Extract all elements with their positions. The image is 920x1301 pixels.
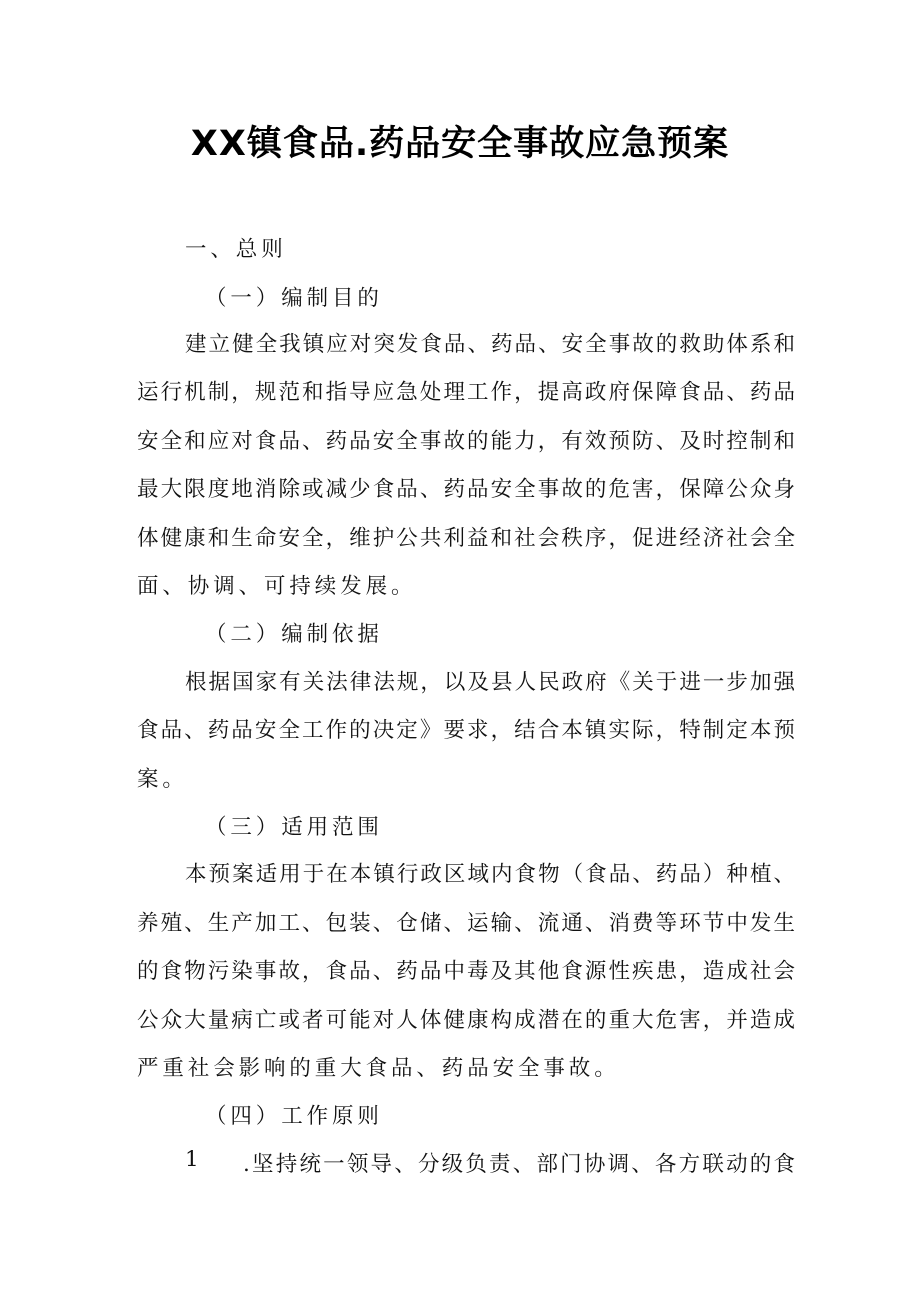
- subheading-basis: （二）编制依据: [205, 622, 383, 647]
- page-title: XX镇食品.药品安全事故应急预案: [190, 124, 730, 164]
- paragraph-line: 案。: [137, 767, 188, 792]
- paragraph-line: 食品、药品安全工作的决定》要求，结合本镇实际，特制定本预: [137, 718, 797, 743]
- paragraph-line: 本预案适用于在本镇行政区域内食物（食品、药品）种植、: [185, 862, 797, 887]
- paragraph-line: 的食物污染事故，食品、药品中毒及其他食源性疾患，造成社会: [137, 959, 797, 984]
- list-item-text: .坚持统一领导、分级负责、部门协调、各方联动的食: [243, 1152, 797, 1177]
- paragraph-line: 面、协调、可持续发展。: [137, 574, 417, 599]
- list-item-number: 1: [185, 1147, 203, 1172]
- paragraph-line: 建立健全我镇应对突发食品、药品、安全事故的救助体系和: [185, 332, 797, 357]
- subheading-principles: （四）工作原则: [205, 1104, 383, 1129]
- subheading-purpose: （一）编制目的: [205, 286, 383, 311]
- paragraph-line: 安全和应对食品、药品安全事故的能力，有效预防、及时控制和: [137, 429, 797, 454]
- section-heading-general: 一、总则: [185, 237, 287, 262]
- paragraph-line: 严重社会影响的重大食品、药品安全事故。: [137, 1056, 620, 1081]
- paragraph-line: 根据国家有关法律法规，以及县人民政府《关于进一步加强: [185, 670, 797, 695]
- paragraph-line: 运行机制，规范和指导应急处理工作，提高政府保障食品、药品: [137, 380, 797, 405]
- paragraph-line: 养殖、生产加工、包装、仓储、运输、流通、消费等环节中发生: [137, 911, 797, 936]
- subheading-scope: （三）适用范围: [205, 815, 383, 840]
- paragraph-line: 体健康和生命安全，维护公共利益和社会秩序，促进经济社会全: [137, 526, 797, 551]
- paragraph-line: 最大限度地消除或减少食品、药品安全事故的危害，保障公众身: [137, 477, 797, 502]
- paragraph-line: 公众大量病亡或者可能对人体健康构成潜在的重大危害，并造成: [137, 1008, 797, 1033]
